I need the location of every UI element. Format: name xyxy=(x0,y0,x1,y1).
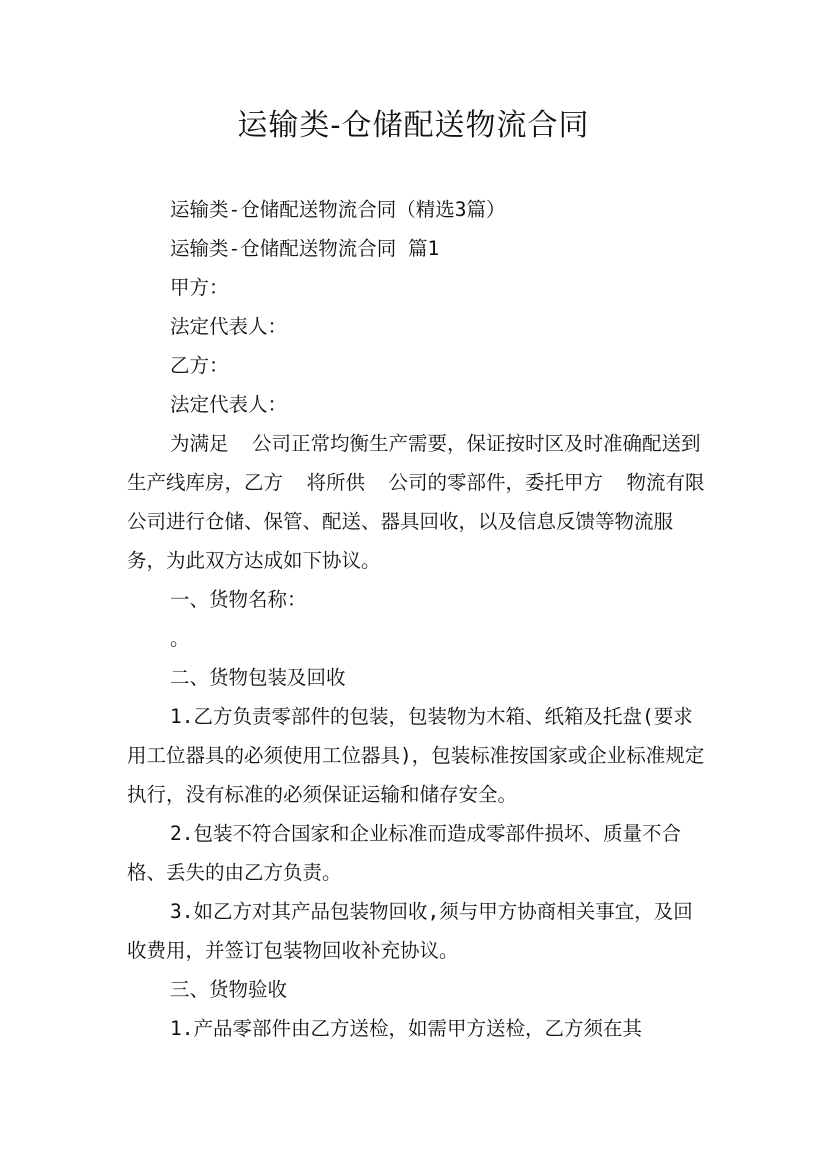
paragraph-packaging-3: 3.如乙方对其产品包装物回收,须与甲方协商相关事宜，及回收费用，并签订包装物回收补充协议。 xyxy=(127,900,693,962)
paragraph-packaging-heading: 二、货物包装及回收 xyxy=(170,666,346,689)
paragraph-subtitle: 运输类-仓储配送物流合同（精选3篇） xyxy=(170,198,506,221)
paragraph-legal-rep-b: 法定代表人： xyxy=(170,393,288,416)
paragraph-section-heading: 运输类-仓储配送物流合同 篇1 xyxy=(170,237,440,260)
paragraph-party-a: 甲方： xyxy=(170,276,229,299)
paragraph-legal-rep-a: 法定代表人： xyxy=(170,315,288,338)
paragraph-packaging-2: 2.包装不符合国家和企业标准而造成零部件损坏、质量不合格、丢失的由乙方负责。 xyxy=(127,822,681,884)
paragraph-goods-name: 一、货物名称： xyxy=(170,588,307,611)
paragraph-party-b: 乙方： xyxy=(170,354,229,377)
paragraph-inspection-heading: 三、货物验收 xyxy=(170,978,288,1001)
paragraph-goods-name-value: 。 xyxy=(170,627,190,650)
document-body xyxy=(127,190,707,1048)
paragraph-packaging-1: 1.乙方负责零部件的包装，包装物为木箱、纸箱及托盘(要求用工位器具的必须使用工位器具)，包装标准按国家或企业标准规定执行，没有标准的必须保证运输和储存安全。 xyxy=(127,705,705,806)
paragraph-preamble: 为满足 公司正常均衡生产需要，保证按时区及时准确配送到生产线库房，乙方 将所供 公司的零部件，委托甲方 物流有限公司进行仓储、保管、配送、器具回收，以及信息反馈等物流服务，为此双方达成如下协议。 xyxy=(127,432,705,572)
document-title: 运输类-仓储配送物流合同 xyxy=(237,108,590,143)
paragraph-inspection-1: 1.产品零部件由乙方送检，如需甲方送检，乙方须在其 xyxy=(170,1017,642,1040)
